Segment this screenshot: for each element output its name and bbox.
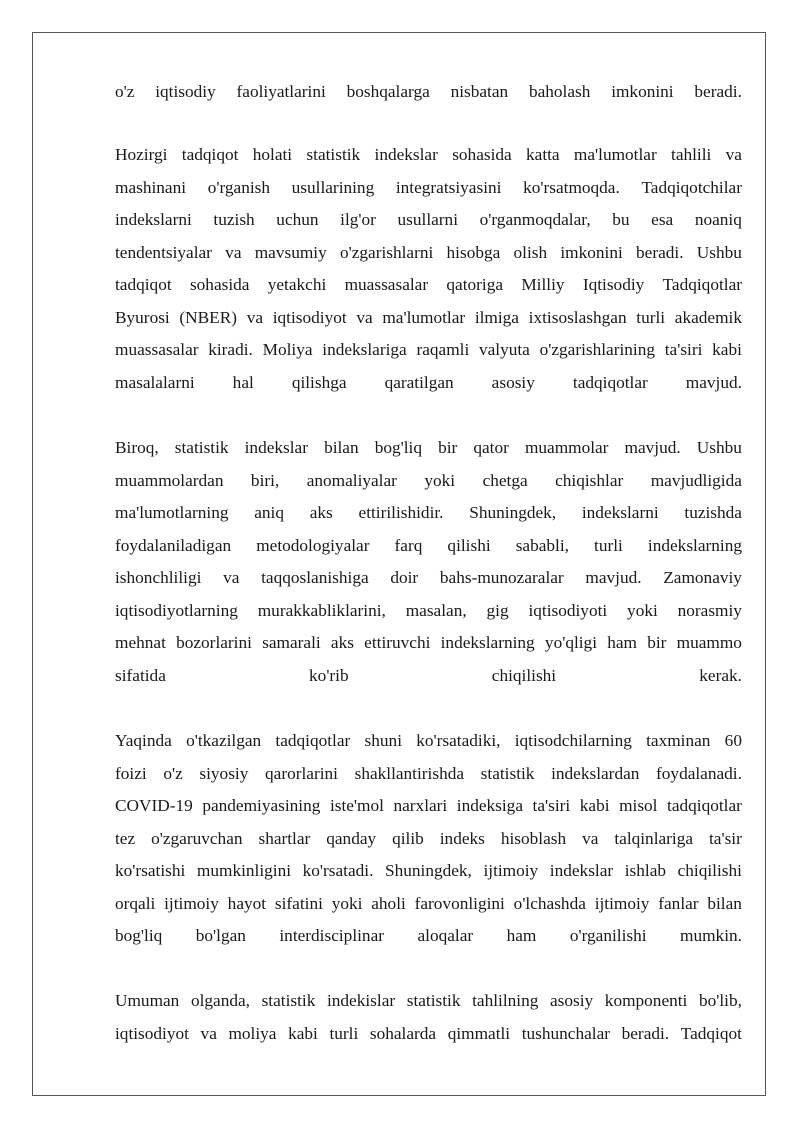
word: o'zgarishlarni	[339, 242, 434, 262]
word: beradi.	[621, 1023, 670, 1043]
word: iqtisodiy	[155, 82, 216, 101]
text-line	[115, 204, 742, 237]
word: statistik	[306, 145, 361, 164]
word: chiqilishi	[677, 861, 742, 880]
word: ma'lumotlar	[573, 145, 657, 164]
text-line	[115, 139, 742, 172]
word: shakllantirishda	[354, 763, 465, 783]
text-line	[115, 627, 742, 660]
word: muassasalar	[344, 275, 429, 294]
word: mavjud.	[585, 568, 642, 587]
word: yoki	[331, 893, 363, 913]
word: masalalarni	[115, 372, 195, 392]
word: doir	[390, 568, 419, 587]
word: Tadqiqot	[680, 1023, 742, 1043]
word: va	[225, 242, 242, 262]
word: bilan	[324, 438, 359, 457]
word: ko'rsatmoqda.	[523, 177, 620, 197]
text-line	[115, 1018, 742, 1051]
text-line	[115, 920, 742, 953]
word: Zamonaviy	[663, 568, 742, 587]
text-line	[115, 823, 742, 856]
word: qator	[473, 438, 509, 457]
word: qaratilgan	[384, 372, 454, 392]
text-line	[115, 76, 742, 109]
word: bilan	[707, 893, 742, 913]
word: tadqiqotlar	[667, 796, 742, 815]
word: indekslardan	[551, 763, 640, 783]
word: COVID-19	[115, 796, 193, 815]
word: va	[223, 568, 240, 587]
word: ma'lumotlarning	[115, 503, 229, 522]
text-line	[115, 302, 742, 335]
word: tahlili	[671, 145, 712, 164]
text-line	[115, 595, 742, 628]
word: o'lchashda	[513, 893, 586, 913]
word: mashinani	[115, 177, 187, 197]
word: foydalaniladigan	[115, 535, 232, 555]
word: ijtimoiy	[594, 893, 650, 913]
word: valyuta	[478, 340, 530, 359]
word: indekslar	[549, 861, 614, 880]
word: o'zgarishlarining	[539, 340, 656, 359]
word: orqali	[115, 893, 156, 913]
word: raqamli	[416, 340, 470, 359]
word: mumkinligini	[196, 861, 292, 880]
word: Byurosi	[115, 307, 170, 327]
word: siyosiy	[199, 763, 249, 783]
word: mavjud.	[685, 372, 742, 392]
word: katta	[526, 145, 560, 164]
word: turli	[594, 535, 623, 555]
word: va	[725, 145, 742, 164]
word: sohalarda	[369, 1023, 437, 1043]
word: Hozirgi	[115, 145, 168, 164]
word: iqtisodiyot	[272, 307, 347, 327]
word: Tadqiqotlar	[662, 275, 742, 294]
paragraph	[115, 139, 742, 399]
word: o'zgaruvchan	[151, 828, 243, 848]
word: iste'mol	[329, 796, 384, 815]
word: aks	[309, 503, 333, 522]
word: bo'lib,	[698, 991, 742, 1010]
word: kabi	[712, 340, 742, 359]
word: indekslarning	[647, 535, 742, 555]
word: ham	[506, 926, 537, 945]
word: ishonchliligi	[115, 568, 202, 587]
word: esa	[651, 210, 674, 229]
word: iqtisodiyotlarning	[115, 600, 238, 620]
word: Ushbu	[696, 242, 742, 262]
word: yoki	[424, 470, 456, 490]
word: noaniq	[694, 210, 742, 229]
word: ettirilishidir.	[358, 503, 444, 522]
word: holati	[252, 145, 293, 164]
word: Umuman	[115, 991, 180, 1010]
word: (NBER)	[179, 307, 238, 327]
word: turli	[329, 1023, 359, 1043]
word: narxlari	[393, 796, 448, 815]
word: bog'liq	[374, 438, 422, 457]
word: usullarining	[291, 177, 375, 197]
word: ko'rib	[309, 665, 349, 685]
word: mavjud.	[624, 438, 681, 457]
word: olish	[513, 242, 548, 262]
word: ta'sir	[709, 828, 742, 848]
word: tushunchalar	[521, 1023, 611, 1043]
word: gig	[486, 600, 509, 620]
word: tez	[115, 828, 136, 848]
word: indeks	[439, 828, 485, 848]
text-line	[115, 888, 742, 921]
word: indekslarni	[581, 503, 659, 522]
word: muassasalar	[115, 340, 199, 359]
text-line	[115, 497, 742, 530]
word: tadqiqot	[181, 145, 239, 164]
word: shartlar	[258, 828, 311, 848]
word: bog'liq	[115, 926, 163, 945]
word: norasmiy	[677, 600, 742, 620]
word: indekslar	[244, 438, 308, 457]
word: Tadqiqotchilar	[641, 177, 742, 197]
word: hal	[232, 372, 254, 392]
word: uchun	[276, 210, 319, 229]
word: va	[582, 828, 599, 848]
word: bo'lgan	[195, 926, 246, 945]
word: indekislar	[326, 991, 396, 1010]
word: ishlab	[624, 861, 667, 880]
word: ko'rsatadiki,	[416, 731, 501, 750]
word: imkonini	[560, 242, 623, 262]
word: nisbatan	[450, 82, 509, 101]
text-line	[115, 530, 742, 563]
text-line	[115, 985, 742, 1018]
word: tuzishda	[684, 503, 742, 522]
paragraph	[115, 76, 742, 109]
word: kiradi.	[208, 340, 253, 359]
word: ilmiga	[474, 307, 519, 327]
word: qilib	[392, 828, 424, 848]
word: mavjudligida	[650, 470, 742, 490]
word: statistik	[406, 991, 461, 1010]
word: beradi.	[636, 242, 684, 262]
word: fanlar	[658, 893, 699, 913]
word: Shuningdek,	[469, 503, 557, 522]
word: mumkin.	[680, 926, 742, 945]
word: qimmatli	[447, 1023, 511, 1043]
text-line	[115, 855, 742, 888]
word: va	[356, 307, 373, 327]
word: shuni	[364, 731, 402, 750]
word: bu	[612, 210, 630, 229]
word: muammolardan	[115, 470, 224, 490]
word: bir	[647, 633, 667, 652]
word: faoliyatlarini	[236, 82, 326, 101]
word: indekslarni	[115, 210, 192, 229]
text-line	[115, 172, 742, 205]
word: yoki	[627, 600, 658, 620]
word: 60	[724, 731, 742, 750]
word: kabi	[288, 1023, 318, 1043]
word: sifatida	[115, 665, 166, 685]
text-line	[115, 269, 742, 302]
word: sifatini	[274, 893, 323, 913]
word: asosiy	[491, 372, 535, 392]
word: ko'rsatishi	[115, 861, 186, 880]
text-line	[115, 367, 742, 400]
word: usullarni	[397, 210, 458, 229]
word: baholash	[528, 82, 591, 101]
word: farq	[394, 535, 423, 555]
word: taxminan	[646, 731, 711, 750]
word: pandemiyasining	[202, 796, 321, 815]
word: farovonligini	[414, 893, 505, 913]
word: o'z	[163, 763, 183, 783]
word: va	[200, 1023, 217, 1043]
word: metodologiyalar	[256, 535, 370, 555]
word: beradi.	[694, 82, 742, 101]
word: komponenti	[604, 991, 688, 1010]
word: ta'siri	[664, 340, 703, 359]
word: akademik	[674, 307, 742, 327]
word: ko'rsatadi.	[302, 861, 374, 880]
word: sababli,	[515, 535, 569, 555]
word: kabi	[579, 796, 610, 815]
word: yo'qligi	[544, 633, 598, 652]
word: ettiruvchi	[364, 633, 431, 652]
word: indekslariga	[322, 340, 407, 359]
word: biri,	[250, 470, 280, 490]
word: o'rganish	[207, 177, 271, 197]
word: talqinlariga	[614, 828, 694, 848]
word: chiqishlar	[555, 470, 624, 490]
word: Shuningdek,	[384, 861, 472, 880]
word: murakkabliklarini,	[257, 600, 386, 620]
word: qarorlarini	[265, 763, 338, 783]
word: sohasida	[452, 145, 512, 164]
word: yetakchi	[267, 275, 327, 294]
word: qanday	[326, 828, 377, 848]
word: ilg'or	[340, 210, 376, 229]
text-line	[115, 725, 742, 758]
word: tadqiqot	[115, 275, 172, 294]
word: indekslar	[374, 145, 438, 164]
word: mavsumiy	[254, 242, 327, 262]
word: iqtisodchilarning	[514, 731, 632, 750]
word: hayot	[227, 893, 267, 913]
word: interdisciplinar	[279, 926, 384, 945]
word: tahlilning	[472, 991, 539, 1010]
word: aloqalar	[417, 926, 474, 945]
word: turli	[636, 307, 666, 327]
word: asosiy	[549, 991, 594, 1010]
text-line	[115, 758, 742, 791]
paragraph	[115, 725, 742, 953]
word: chetga	[482, 470, 528, 490]
word: indeksiga	[456, 796, 523, 815]
word: bir	[438, 438, 458, 457]
word: o'rganmoqdalar,	[479, 210, 591, 229]
word: statistik	[261, 991, 316, 1010]
word: misol	[619, 796, 658, 815]
text-line	[115, 334, 742, 367]
word: Milliy	[521, 275, 565, 294]
word: o'z	[115, 82, 135, 101]
word: o'tkazilgan	[186, 731, 262, 750]
word: Iqtisodiy	[582, 275, 645, 294]
word: muammo	[676, 633, 742, 652]
word: Yaqinda	[115, 731, 172, 750]
word: qatoriga	[446, 275, 504, 294]
word: ixtisoslashgan	[528, 307, 627, 327]
word: iqtisodiyot	[115, 1023, 189, 1043]
word: Ushbu	[696, 438, 742, 457]
word: Moliya	[262, 340, 313, 359]
word: aniq	[254, 503, 285, 522]
text-line	[115, 237, 742, 270]
word: qilishi	[447, 535, 491, 555]
word: tadqiqotlar	[572, 372, 648, 392]
word: va	[246, 307, 264, 327]
word: bozorlarini	[176, 633, 252, 652]
word: tadqiqotlar	[275, 731, 351, 750]
word: foizi	[115, 763, 147, 783]
paragraph	[115, 432, 742, 692]
word: ijtimoiy	[164, 893, 219, 913]
word: ma'lumotlar	[382, 307, 466, 327]
word: tendentsiyalar	[115, 242, 212, 262]
word: boshqalarga	[346, 82, 430, 101]
text-line	[115, 432, 742, 465]
word: statistik	[174, 438, 229, 457]
word: hisoblash	[500, 828, 567, 848]
word: o'rganilishi	[569, 926, 647, 945]
word: statistik	[480, 763, 535, 783]
word: bahs-munozaralar	[439, 568, 564, 587]
word: ham	[607, 633, 637, 652]
word: qilishga	[291, 372, 347, 392]
word: chiqilishi	[491, 665, 557, 685]
word: Biroq,	[115, 438, 159, 457]
word: taqqoslanishiga	[261, 568, 369, 587]
word: imkonini	[611, 82, 674, 101]
word: hisobga	[446, 242, 501, 262]
word: muammolar	[524, 438, 609, 457]
text-line	[115, 465, 742, 498]
word: tuzish	[213, 210, 255, 229]
word: olganda,	[190, 991, 250, 1010]
word: iqtisodiyoti	[528, 600, 608, 620]
word: indekslarning	[440, 633, 535, 652]
word: ijtimoiy	[483, 861, 539, 880]
word: sohasida	[189, 275, 250, 294]
text-line	[115, 562, 742, 595]
word: anomaliyalar	[306, 470, 397, 490]
word: moliya	[228, 1023, 277, 1043]
word: integratsiyasini	[395, 177, 502, 197]
word: kerak.	[699, 665, 742, 685]
word: foydalanadi.	[656, 763, 742, 783]
word: aks	[330, 633, 354, 652]
word: samarali	[262, 633, 321, 652]
paragraph	[115, 985, 742, 1050]
word: aholi	[371, 893, 406, 913]
word: mehnat	[115, 633, 166, 652]
word: masalan,	[405, 600, 467, 620]
text-line	[115, 660, 742, 693]
word: ta'siri	[532, 796, 571, 815]
text-line	[115, 790, 742, 823]
